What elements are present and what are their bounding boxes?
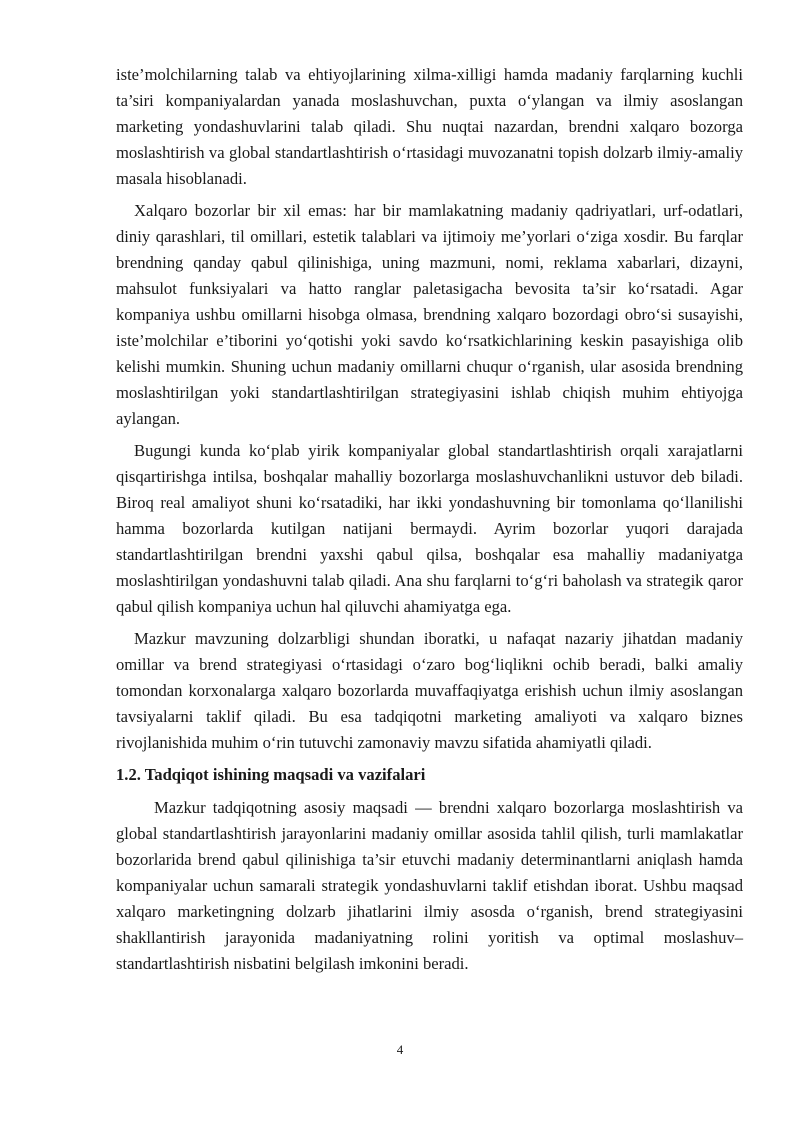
paragraph-2: Xalqaro bozorlar bir xil emas: har bir mamlakatning madaniy qadriyatlari, urf-odatlari, diniy qarashlari, til omillari, estetik talablari va ijtimoiy me’yorlari o‘ziga xosdir. Bu farqlar brendning qanday qabul qilinishiga, uning mazmuni, nomi, reklama xabarlari, dizayni, mahsulot funksiyalari va hatto ranglar paletasigacha bevosita ta’sir ko‘rsatadi. Agar kompaniya ushbu omillarni hisobga olmasa, brendning xalqaro bozordagi obro‘si susayishi, iste’molchilar e’tiborini yo‘qotishi yoki savdo ko‘rsatkichlarining keskin pasayishiga olib kelishi mumkin. Shuning uchun madaniy omillarni chuqur o‘rganish, ular asosida brendning moslashtirilgan yoki standartlashtirilgan strategiyasini ishlab chiqish muhim ehtiyojga aylangan. [116, 201, 743, 428]
document-body [116, 62, 743, 983]
paragraph-4: Mazkur mavzuning dolzarbligi shundan iboratki, u nafaqat nazariy jihatdan madaniy omillar va brend strategiyasi o‘rtasidagi o‘zaro bog‘liqlikni ochib beradi, balki amaliy tomondan korxonalarga xalqaro bozorlarda muvaffaqiyatga erishish uchun ilmiy asoslangan tavsiyalarni taklif qiladi. Bu esa tadqiqotni marketing amaliyoti va xalqaro biznes rivojlanishida muhim o‘rin tutuvchi zamonaviy mavzu sifatida ahamiyatli qiladi. [116, 629, 743, 752]
paragraph-3: Bugungi kunda ko‘plab yirik kompaniyalar global standartlashtirish orqali xarajatlarni qisqartirishga intilsa, boshqalar mahalliy bozorlarga moslashuvchanlikni ustuvor deb biladi. Biroq real amaliyot shuni ko‘rsatadiki, har ikki yondashuvning bir tomonlama qo‘llanilishi hamma bozorlarda kutilgan natijani bermaydi. Ayrim bozorlar yuqori darajada standartlashtirilgan brendni yaxshi qabul qilsa, boshqalar esa mahalliy madaniyatga moslashtirilgan yondashuvni talab qiladi. Ana shu farqlarni to‘g‘ri baholash va strategik qaror qabul qilish kompaniya uchun hal qiluvchi ahamiyatga ega. [116, 441, 743, 616]
page-number: 4 [396, 1042, 404, 1057]
paragraph-1: iste’molchilarning talab va ehtiyojlarining xilma-xilligi hamda madaniy farqlarning kuchli ta’siri kompaniyalardan yanada moslashuvchan, puxta o‘ylangan va ilmiy asoslangan marketing yondashuvlarini talab qiladi. Shu nuqtai nazardan, brendni xalqaro bozorga moslashtirish va global standartlashtirish o‘rtasidagi muvozanatni topish dolzarb ilmiy-amaliy masala hisoblanadi. [116, 65, 743, 188]
section-paragraph: Mazkur tadqiqotning asosiy maqsadi — brendni xalqaro bozorlarga moslashtirish va global standartlashtirish jarayonlarini madaniy omillar asosida tahlil qilish, turli mamlakatlar bozorlarida brend qabul qilinishiga ta’sir etuvchi madaniy determinantlarni aniqlash hamda kompaniyalar uchun samarali strategik yondashuvlarni taklif etishdan iborat. Ushbu maqsad xalqaro marketingning dolzarb jihatlarini ilmiy asosda o‘rganish, brend strategiyasini shakllantirish jarayonida madaniyatning rolini yoritish va optimal moslashuv–standartlashtirish nisbatini belgilash imkonini beradi. [116, 798, 743, 973]
section-heading: 1.2. Tadqiqot ishining maqsadi va vazifalari [116, 765, 426, 784]
